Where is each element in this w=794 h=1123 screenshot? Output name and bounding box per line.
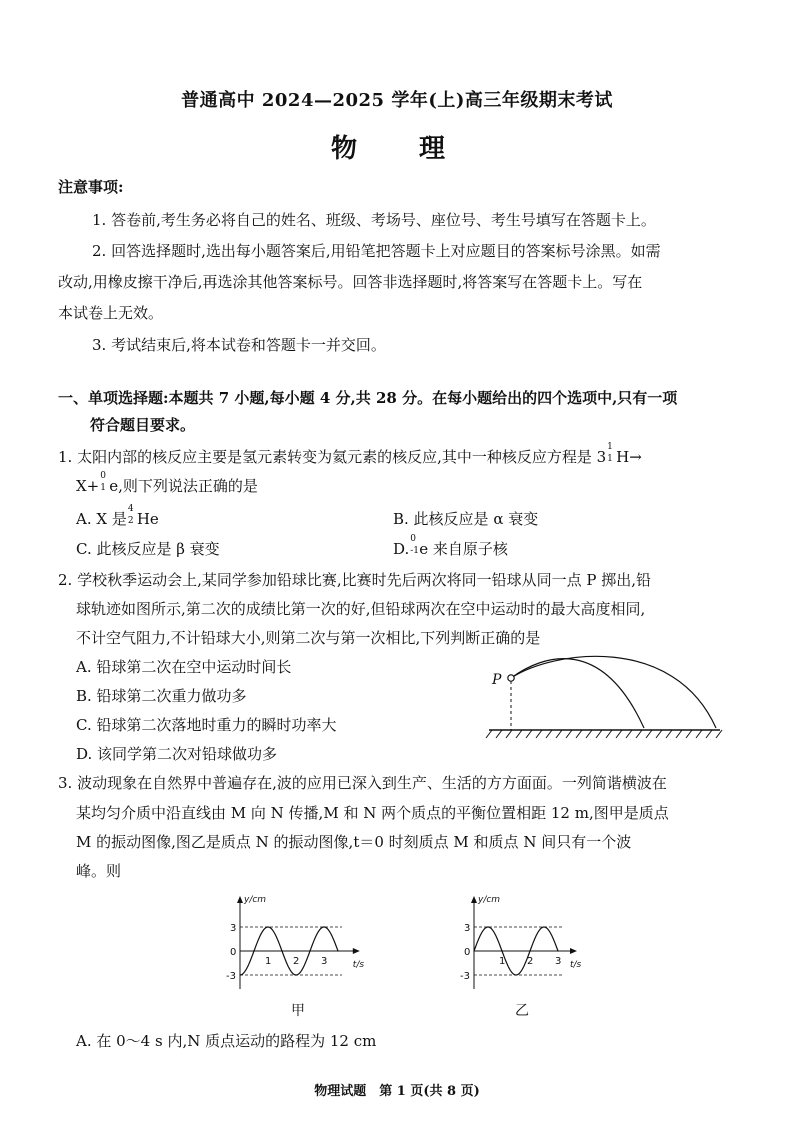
q1-option-a-pre: A. X 是 — [76, 510, 127, 528]
q1-iso-electron — [409, 534, 420, 556]
data-point — [529, 950, 530, 951]
vibration-graph-n — [450, 891, 600, 996]
q3-stem-line-3: M 的振动图像,图乙是质点 N 的振动图像,t＝0 时刻质点 M 和质点 N 间只有一个波 — [76, 833, 632, 851]
data-point — [543, 926, 544, 927]
x-tick-2: 2 — [293, 956, 300, 967]
ground-hatching — [486, 730, 722, 738]
x-axis-label: t/s — [352, 960, 365, 970]
data-point — [337, 950, 338, 951]
x-tick-1: 1 — [499, 956, 506, 967]
q1-iso-e2-num: -1 — [410, 546, 420, 556]
q1-iso-hydrogen — [606, 442, 616, 464]
y-axis-label: y/cm — [244, 895, 267, 905]
q1-stem-text-b: H→ — [616, 448, 642, 466]
exam-title: 普通高中 2024—2025 学年(上)高三年级期末考试 — [181, 90, 613, 111]
y-axis-arrow — [471, 896, 477, 903]
q1-option-c: C. 此核反应是 β 衰变 — [76, 540, 220, 558]
q2-stem-line-1: 2. 学校秋季运动会上,某同学参加铅球比赛,比赛时先后两次将同一铅球从同一点 P 掷出,铅 — [58, 571, 652, 589]
q2-option-d: D. 该同学第二次对铅球做功多 — [76, 745, 278, 763]
q2-stem-line-3: 不计空气阻力,不计铅球大小,则第二次与第一次相比,下列判断正确的是 — [76, 629, 541, 647]
launch-point-p — [508, 675, 514, 681]
x-tick-3: 3 — [555, 956, 562, 967]
data-point — [557, 950, 558, 951]
y-tick-0: 0 — [230, 947, 237, 958]
notice-item-1: 1. 答卷前,考生务必将自己的姓名、班级、考场号、座位号、考生号填写在答题卡上。 — [92, 211, 656, 229]
notice-item-3: 3. 考试结束后,将本试卷和答题卡一并交回。 — [92, 336, 386, 354]
x-axis-label: t/s — [570, 960, 582, 970]
label-p: P — [492, 672, 502, 688]
q1-iso-h-mass: 1 — [607, 442, 613, 452]
notice-heading: 注意事项: — [58, 178, 124, 196]
notice-item-2-line-1: 2. 回答选择题时,选出每小题答案后,用铅笔把答题卡上对应题目的答案标号涂黑。如需 — [92, 242, 661, 260]
q3-stem-line-1: 3. 波动现象在自然界中普遍存在,波的应用已深入到生产、生活的方方面面。一列简谐横波在 — [58, 774, 667, 792]
data-point — [487, 926, 488, 927]
q1-iso-positron — [99, 471, 109, 493]
q1-stem-text-c: X+ — [76, 477, 100, 495]
vibration-graph-m — [214, 891, 384, 996]
q1-option-d — [393, 534, 508, 559]
y-axis-label: y/cm — [478, 895, 501, 905]
caption-yi: 乙 — [515, 1003, 529, 1019]
q1-stem-line-1 — [58, 442, 642, 467]
q1-iso-e2-mass: 0 — [410, 534, 416, 544]
trajectory-first-throw — [511, 659, 644, 728]
notice-item-2-line-2: 改动,用橡皮擦干净后,再选涂其他答案标号。回答非选择题时,将答案写在答题卡上。写在 — [58, 273, 643, 291]
q2-stem-line-2: 球轨迹如图所示,第二次的成绩比第一次的好,但铅球两次在空中运动时的最大高度相同, — [76, 600, 646, 618]
q1-stem-text-a: 1. 太阳内部的核反应主要是氢元素转变为氦元素的核反应,其中一种核反应方程是 3 — [58, 448, 607, 466]
y-tick-neg3: -3 — [460, 971, 470, 982]
subject-title: 物 理 — [330, 134, 463, 164]
q1-iso-e1-num: 1 — [100, 483, 106, 493]
q3-stem-line-4: 峰。则 — [76, 862, 122, 880]
q1-iso-e1-mass: 0 — [100, 471, 106, 481]
q3-stem-line-2: 某均匀介质中沿直线由 M 向 N 传播,M 和 N 两个质点的平衡位置相距 12 m,图甲是质点 — [76, 804, 669, 822]
data-point — [501, 950, 502, 951]
data-point — [239, 974, 240, 975]
data-point — [309, 950, 310, 951]
q2-option-a: A. 铅球第二次在空中运动时间长 — [76, 658, 292, 676]
q1-option-d-pre: D. — [393, 540, 410, 558]
data-point — [267, 926, 268, 927]
q1-stem-line-2 — [76, 471, 258, 496]
x-tick-2: 2 — [527, 956, 534, 967]
q1-option-a — [76, 504, 159, 529]
q2-option-c: C. 铅球第二次落地时重力的瞬时功率大 — [76, 716, 337, 734]
section-1-heading: 一、单项选择题:本题共 7 小题,每小题 4 分,共 28 分。在每小题给出的四个选项中,只有一项 — [58, 389, 678, 407]
q1-stem-text-d: e,则下列说法正确的是 — [109, 477, 258, 495]
q1-option-d-post: e 来自原子核 — [419, 540, 508, 558]
shot-put-trajectory-figure — [484, 644, 729, 744]
q1-iso-helium — [127, 504, 137, 526]
caption-jia: 甲 — [291, 1003, 305, 1019]
y-tick-3: 3 — [464, 923, 471, 934]
q1-option-a-post: He — [136, 510, 159, 528]
notice-item-2-line-3: 本试卷上无效。 — [58, 304, 164, 322]
page-footer: 物理试题 第 1 页(共 8 页) — [314, 1084, 480, 1099]
data-point — [253, 950, 254, 951]
x-axis-arrow — [353, 948, 360, 954]
data-point — [515, 974, 516, 975]
data-point — [295, 974, 296, 975]
data-point — [281, 950, 282, 951]
data-point — [323, 926, 324, 927]
data-point — [473, 950, 474, 951]
q1-option-b: B. 此核反应是 α 衰变 — [393, 510, 539, 528]
q1-iso-he-mass: 4 — [127, 504, 134, 514]
q2-option-b: B. 铅球第二次重力做功多 — [76, 687, 247, 705]
y-tick-neg3: -3 — [226, 971, 236, 982]
x-tick-3: 3 — [321, 956, 328, 967]
x-axis-arrow — [570, 948, 577, 954]
section-1-heading-cont: 符合题目要求。 — [90, 416, 196, 434]
y-axis-arrow — [237, 896, 243, 903]
y-tick-0: 0 — [464, 947, 471, 958]
q1-iso-h-num: 1 — [607, 454, 613, 464]
q3-option-a: A. 在 0～4 s 内,N 质点运动的路程为 12 cm — [76, 1032, 377, 1050]
x-tick-1: 1 — [265, 956, 272, 967]
trajectory-second-throw — [511, 656, 716, 728]
y-tick-3: 3 — [230, 923, 237, 934]
q1-iso-he-num: 2 — [127, 516, 134, 526]
